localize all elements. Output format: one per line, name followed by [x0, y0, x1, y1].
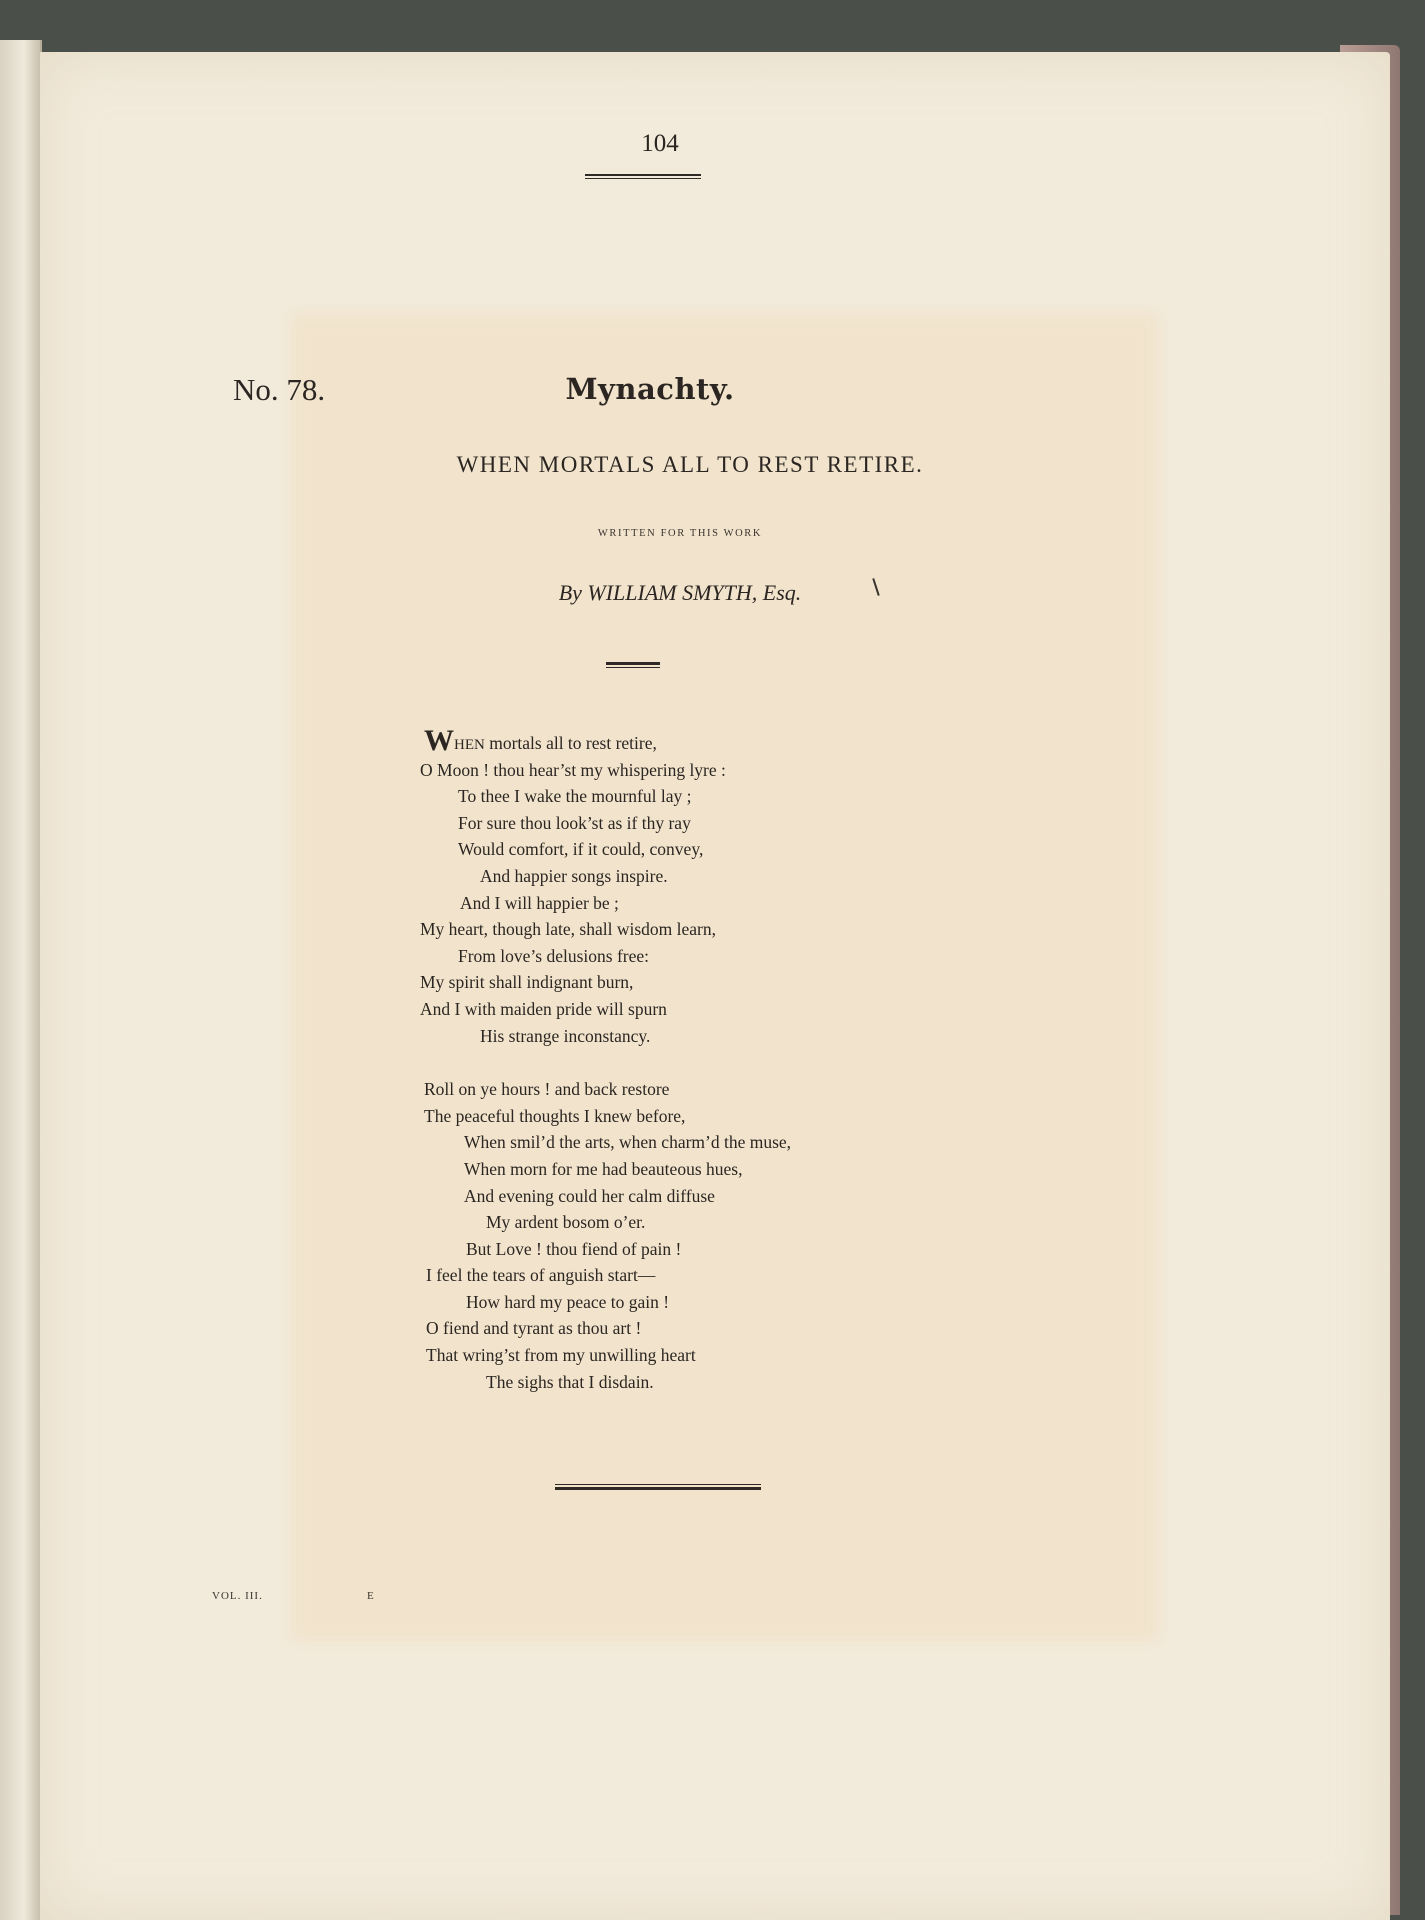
first-word-rest: HEN — [454, 737, 485, 753]
footer-signature: E — [367, 1590, 374, 1602]
poem-line: For sure thou look’st as if thy ray — [458, 812, 691, 833]
poem-line: But Love ! thou fiend of pain ! — [466, 1238, 682, 1259]
poem-line: That wring’st from my unwilling heart — [426, 1345, 696, 1366]
poem-line — [420, 724, 980, 757]
poem-line: And I will happier be ; — [460, 892, 619, 913]
header-rule-thin — [585, 178, 701, 179]
poem-line: How hard my peace to gain ! — [466, 1291, 670, 1312]
poem-line: Would comfort, if it could, convey, — [458, 839, 704, 860]
written-for-note: WRITTEN FOR THIS WORK — [597, 528, 763, 539]
poem-line: The sighs that I disdain. — [486, 1371, 654, 1392]
welsh-song-title: Mynachty. — [565, 372, 735, 406]
song-title: WHEN MORTALS ALL TO REST RETIRE. — [456, 452, 924, 477]
end-rule-thin — [555, 1484, 761, 1485]
section-rule-thin — [606, 667, 660, 668]
page-number: 104 — [641, 130, 679, 157]
poem-line: To thee I wake the mournful lay ; — [458, 786, 692, 807]
poem-line: My spirit shall indignant burn, — [420, 972, 634, 993]
poem-line: When morn for me had beauteous hues, — [464, 1158, 743, 1179]
first-line-text: mortals all to rest retire, — [484, 733, 657, 753]
poem-line: The peaceful thoughts I knew before, — [424, 1105, 686, 1126]
poem-line: O Moon ! thou hear’st my whispering lyre : — [420, 759, 726, 780]
stanza-1 — [420, 724, 980, 1049]
poem-line: O fiend and tyrant as thou art ! — [426, 1318, 642, 1339]
poem-line: And I with maiden pride will spurn — [420, 998, 667, 1019]
end-rule — [555, 1487, 761, 1490]
poem-line: My ardent bosom o’er. — [486, 1212, 646, 1233]
footer-volume: VOL. III. — [212, 1590, 263, 1602]
poem-line: From love’s delusions free: — [458, 945, 650, 966]
stanza-2 — [420, 1076, 980, 1395]
poem-line: And happier songs inspire. — [480, 865, 668, 886]
author-byline: By WILLIAM SMYTH, Esq. — [558, 580, 802, 605]
poem-line: My heart, though late, shall wisdom learn, — [420, 919, 716, 940]
drop-cap: W — [424, 724, 454, 757]
section-rule — [606, 662, 660, 665]
poem-line: His strange inconstancy. — [480, 1025, 651, 1046]
song-number: No. 78. — [233, 372, 326, 407]
poem-line: And evening could her calm diffuse — [464, 1185, 715, 1206]
poem-line: When smil’d the arts, when charm’d the muse, — [464, 1132, 792, 1153]
binding-edge — [0, 40, 42, 1920]
poem — [420, 724, 980, 1422]
poem-line: I feel the tears of anguish start— — [426, 1265, 656, 1286]
poem-line: Roll on ye hours ! and back restore — [424, 1079, 670, 1100]
header-rule — [585, 174, 701, 176]
